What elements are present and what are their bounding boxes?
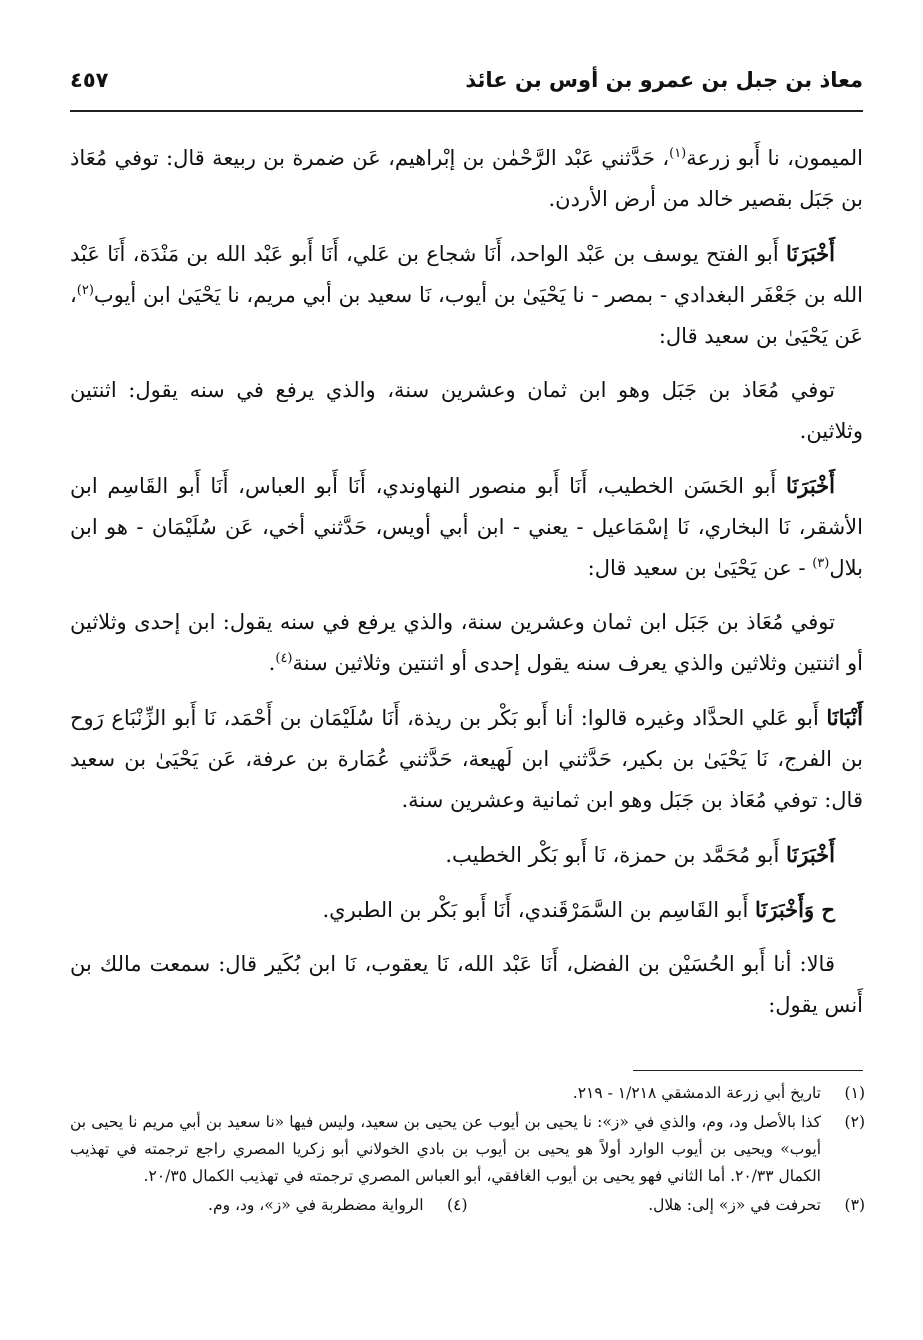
paragraph: أَخْبَرَنَا أَبو الحَسَن الخطيب، أَنَا أَبو منصور النهاوندي، أَنَا أَبو العباس، أَنَا أَبو القَاسِم ابن الأشقر، نَا البخاري، نَا إسْمَاعيل - يعني - ابن أبي أويس، حَدَّثني أخي، عَن سُلَيْمَان - هو ابن بلال$^{(٣)}$ - عن يَحْيَىٰ بن سعيد قال: [70,473,863,580]
transmission-lead: أَخْبَرَنَا [786,473,835,498]
footnote-number: (٣) [844,1196,865,1214]
footnote-number: (١) [844,1084,865,1102]
footnote-ref: (٤) [275,651,293,666]
paragraph: توفي مُعَاذ بن جَبَل ابن ثمان وعشرين سنة، والذي يرفع في سنه يقول: ابن إحدى وثلاثين أو اثنتين وثلاثين والذي يعرف سنه يقول إحدى أو اثنتين وثلاثين سنة$^{(٤)}$. [70,610,863,675]
footnote-ref: (٣) [812,556,830,571]
footnote-item [70,1080,865,1107]
footnote-ref: (١) [669,146,687,161]
footnote-text: الرواية مضطربة في «ز»، ود، وم. [208,1196,424,1214]
page-number: ٤٥٧ [70,68,109,92]
footnote-number: (٤) [447,1196,468,1214]
transmission-lead: أَنْبَانَا [826,705,863,730]
footnote-text: تاريخ أبي زرعة الدمشقي ١/٢١٨ - ٢١٩. [572,1084,821,1102]
paragraph: أَخْبَرَنَا أَبو مُحَمَّد بن حمزة، نَا أَبو بَكْر الخطيب. [445,842,835,867]
header-divider [70,110,863,112]
footnote-number: (٢) [844,1113,865,1131]
footnote-divider [633,1070,863,1071]
footnote-row [70,1192,865,1221]
paragraph: توفي مُعَاذ بن جَبَل وهو ابن ثمان وعشرين سنة، والذي يرفع في سنه يقول: اثنتين وثلاثين. [70,378,863,443]
page-header [70,62,863,102]
transmission-lead: أَخْبَرَنَا [786,842,835,867]
transmission-lead: ح وَأَخْبَرَنَا [755,897,835,922]
paragraph: أَخْبَرَنَا أَبو الفتح يوسف بن عَبْد الواحد، أَنَا شجاع بن عَلي، أَنَا أَبو عَبْد الله بن مَنْدَة، أَنَا عَبْد الله بن جَعْفَر البغدادي - بمصر - نا يَحْيَىٰ بن أيوب، نَا سعيد بن أبي مريم، نا يَحْيَىٰ ابن أيوب$^{(٢)}$، عَن يَحْيَىٰ بن سعيد قال: [70,241,863,348]
paragraph: قالا: أنا أَبو الحُسَيْن بن الفضل، أَنَا عَبْد الله، نَا يعقوب، نَا ابن بُكَير قال: سمعت مالك بن أَنس يقول: [70,952,863,1017]
main-text [70,138,863,1039]
footnote-ref: (٢) [76,283,94,298]
footnote-item [468,1192,866,1219]
footnote-item [70,1109,865,1190]
transmission-lead: أَخْبَرَنَا [786,241,835,266]
paragraph: أَنْبَانَا أَبو عَلي الحدَّاد وغيره قالوا: أنا أَبو بَكْر بن ريذة، أَنَا سُلَيْمَان بن أَحْمَد، نَا أَبو الزِّنْبَاع رَوح بن الفرج، نَا يَحْيَىٰ بن بكير، حَدَّثني ابن لَهيعة، حَدَّثني عُمَارة بن عرفة، عَن يَحْيَىٰ بن سعيد قال: توفي مُعَاذ بن جَبَل وهو ابن ثمانية وعشرين سنة. [70,705,863,812]
paragraph: ح وَأَخْبَرَنَا أَبو القَاسِم بن السَّمَرْقَندي، أَنَا أَبو بَكْر بن الطبري. [322,897,835,922]
footnote-text: كذا بالأصل ود، وم، والذي في «ز»: نا يحيى بن أيوب عن يحيى بن سعيد، وليس فيها «نا سعيد بن أبي مريم نا يحيى بن أيوب» ويحيى بن أيوب الوارد أولاً هو يحيى بن أيوب بن بادي الخولاني أبو زكريا المصري راجع ترجمته في تهذيب الكمال ٢٠/٣٣. أما الثاني فهو يحيى بن أيوب الغافقي، أبو العباس المصري ترجمته في تهذيب الكمال ٢٠/٣٥. [70,1113,821,1185]
running-title: معاذ بن جبل بن عمرو بن أوس بن عائذ [465,68,863,92]
paragraph: الميمون، نا أَبو زرعة$^{(١)}$، حَدَّثني عَبْد الرَّحْمٰن بن إبْراهيم، عَن ضمرة بن ربيعة قال: توفي مُعَاذ بن جَبَل بقصير خالد من أرض الأردن. [70,146,863,211]
footnote-item [70,1192,468,1219]
footnotes [70,1080,865,1221]
footnote-text: تحرفت في «ز» إلى: هلال. [648,1196,821,1214]
